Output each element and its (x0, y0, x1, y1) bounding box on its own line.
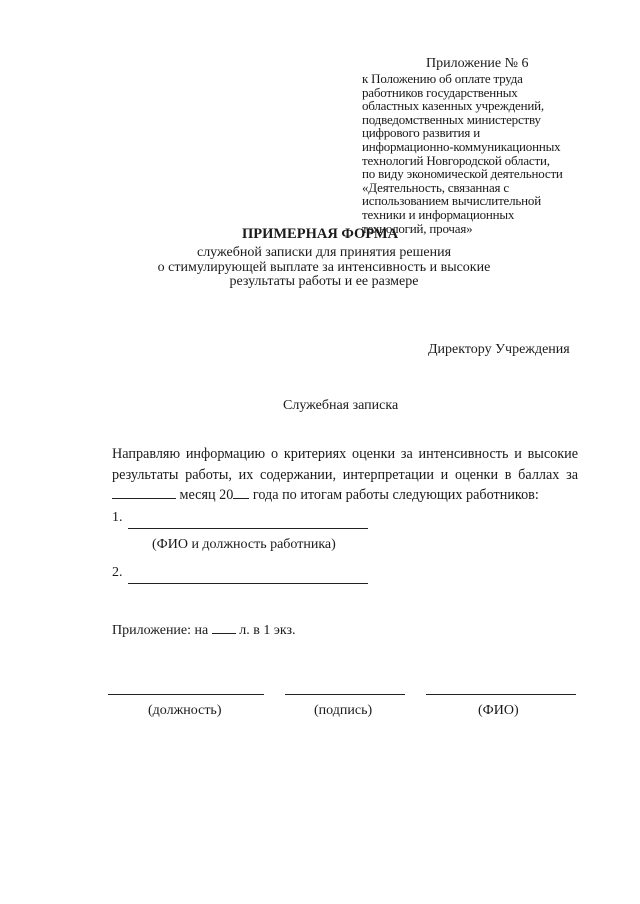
annex-line: техники и информационных (362, 206, 515, 222)
employee-caption: (ФИО и должность работника) (152, 537, 336, 552)
annex-line: областных казенных учреждений, (362, 98, 544, 114)
annex-line: «Деятельность, связанная с (362, 179, 509, 195)
annex-line: подведомственных министерству (362, 111, 541, 127)
addressee: Директору Учреждения (428, 342, 570, 357)
annex-title: Приложение № 6 (426, 56, 529, 71)
month-label: месяц 20 (179, 487, 234, 504)
name-caption: (ФИО) (478, 703, 519, 718)
annex-line: технологий Новгородской области, (362, 152, 550, 168)
form-subheading (0, 246, 640, 290)
item-number: 2. (112, 565, 123, 580)
memo-body (112, 444, 578, 506)
employee-line-1[interactable] (128, 528, 368, 529)
annex-line: использованием вычислительной (362, 193, 541, 209)
body-line (112, 485, 578, 506)
body-line: Направляю информацию о критериях оценки за интенсивность и высокие (112, 446, 578, 462)
employee-line-2[interactable] (128, 583, 368, 584)
name-line[interactable] (426, 694, 576, 695)
position-caption: (должность) (148, 703, 222, 718)
annex-line: информационно-коммуникационных (362, 138, 561, 154)
item-number: 1. (112, 510, 123, 525)
annex-line: цифрового развития и (362, 125, 480, 141)
body-line-end: года по итогам работы следующих работников: (252, 487, 539, 504)
body-line: результаты работы, их содержании, интерпретации и оценки в баллах за (112, 466, 578, 483)
subheading-line: результаты работы и ее размере (229, 274, 419, 289)
form-heading: ПРИМЕРНАЯ ФОРМА (241, 226, 399, 242)
attachment-note (112, 621, 296, 639)
annex-line: по виду экономической деятельности (362, 166, 563, 182)
annex-line: работников государственных (362, 84, 518, 100)
signature-caption: (подпись) (314, 703, 373, 718)
annex-line: технологий, прочая» (362, 220, 473, 236)
signature-line[interactable] (285, 694, 405, 695)
subheading-line: служебной записки для принятия решения (196, 245, 452, 260)
annex-text (362, 72, 563, 235)
memo-title: Служебная записка (283, 398, 399, 413)
year-blank[interactable] (233, 486, 249, 499)
position-line[interactable] (108, 694, 264, 695)
attachment-suffix: л. в 1 экз. (239, 623, 296, 638)
sheets-blank[interactable] (212, 621, 236, 634)
subheading-line: о стимулирующей выплате за интенсивность и высокие (157, 259, 491, 275)
attachment-prefix: Приложение: на (112, 623, 209, 638)
month-blank[interactable] (112, 486, 176, 499)
annex-line: к Положению об оплате труда (362, 71, 523, 86)
